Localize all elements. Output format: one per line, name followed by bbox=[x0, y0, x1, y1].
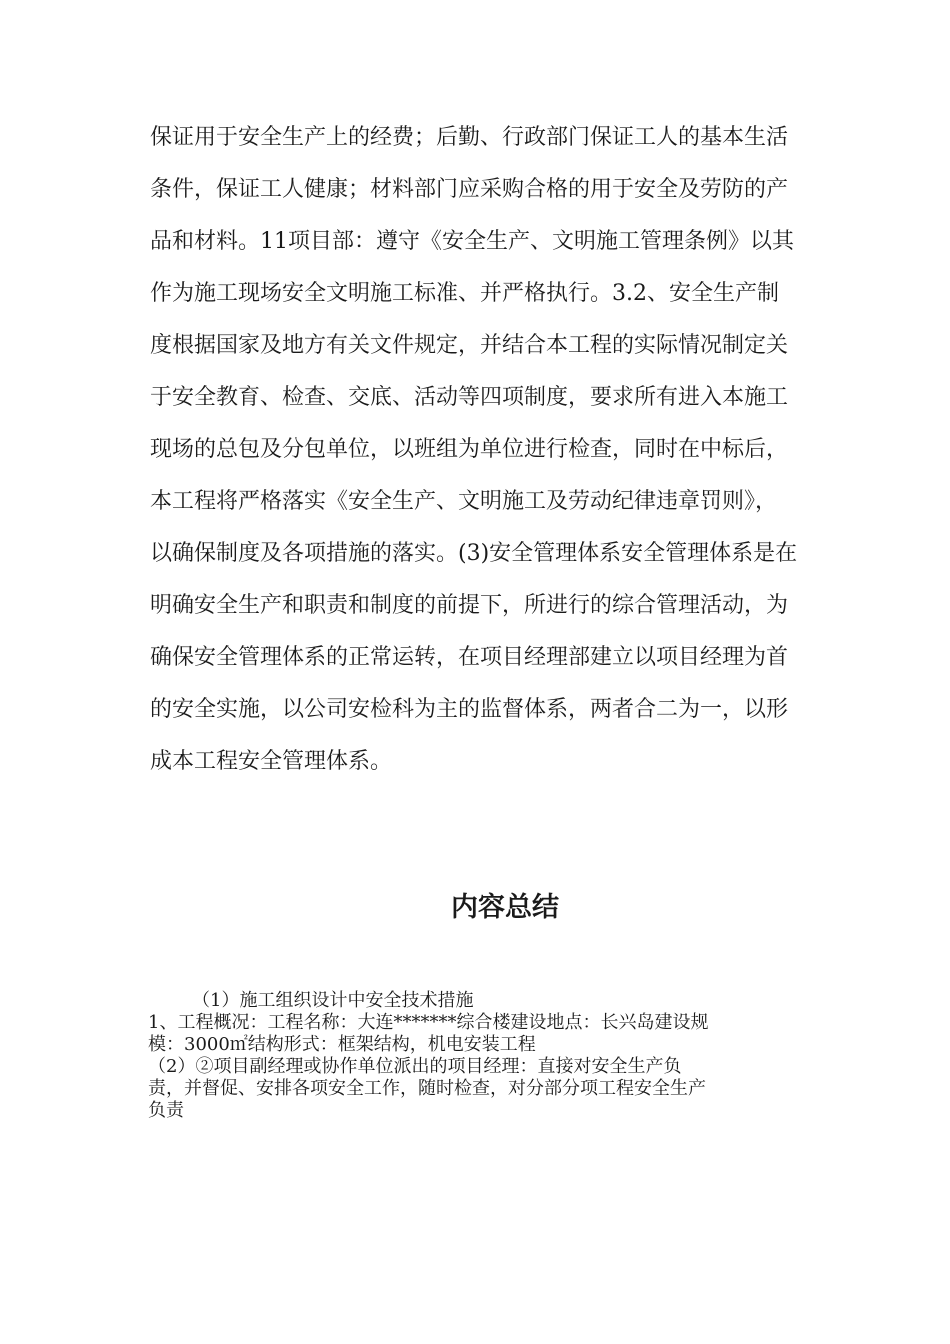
body-line: 条件，保证工人健康；材料部门应采购合格的用于安全及劳防的产 bbox=[150, 177, 789, 202]
body-text bbox=[150, 112, 810, 788]
summary-line: （2）②项目副经理或协作单位派出的项目经理：直接对安全生产负 bbox=[148, 1056, 682, 1077]
body-line: 确保安全管理体系的正常运转，在项目经理部建立以项目经理为首 bbox=[150, 645, 789, 670]
body-line: 品和材料。11项目部：遵守《安全生产、文明施工管理条例》以其 bbox=[150, 229, 794, 254]
body-line: 作为施工现场安全文明施工标准、并严格执行。3.2、安全生产制 bbox=[150, 281, 779, 306]
summary-section bbox=[148, 990, 808, 1122]
body-line: 成本工程安全管理体系。 bbox=[150, 749, 393, 774]
summary-line: （1）施工组织设计中安全技术措施 bbox=[192, 990, 474, 1011]
body-line: 以确保制度及各项措施的落实。(3)安全管理体系安全管理体系是在 bbox=[150, 541, 798, 566]
summary-line: 责，并督促、安排各项安全工作，随时检查，对分部分项工程安全生产 bbox=[148, 1078, 706, 1099]
body-line: 度根据国家及地方有关文件规定，并结合本工程的实际情况制定关 bbox=[150, 333, 789, 358]
body-line: 于安全教育、检查、交底、活动等四项制度，要求所有进入本施工 bbox=[150, 385, 789, 410]
summary-line: 负责 bbox=[148, 1100, 184, 1121]
body-line: 本工程将严格落实《安全生产、文明施工及劳动纪律违章罚则》， bbox=[150, 489, 778, 514]
summary-title: 内容总结 bbox=[451, 892, 559, 923]
summary-line: 模：3000㎡结构形式：框架结构，机电安装工程 bbox=[148, 1034, 536, 1055]
body-line: 保证用于安全生产上的经费；后勤、行政部门保证工人的基本生活 bbox=[150, 125, 789, 150]
summary-line: 1、工程概况：工程名称：大连*******综合楼建设地点：长兴岛建设规 bbox=[148, 1012, 709, 1033]
body-line: 明确安全生产和职责和制度的前提下，所进行的综合管理活动，为 bbox=[150, 593, 789, 618]
body-line: 现场的总包及分包单位，以班组为单位进行检查，同时在中标后， bbox=[150, 437, 789, 462]
body-line: 的安全实施，以公司安检科为主的监督体系，两者合二为一，以形 bbox=[150, 697, 789, 722]
